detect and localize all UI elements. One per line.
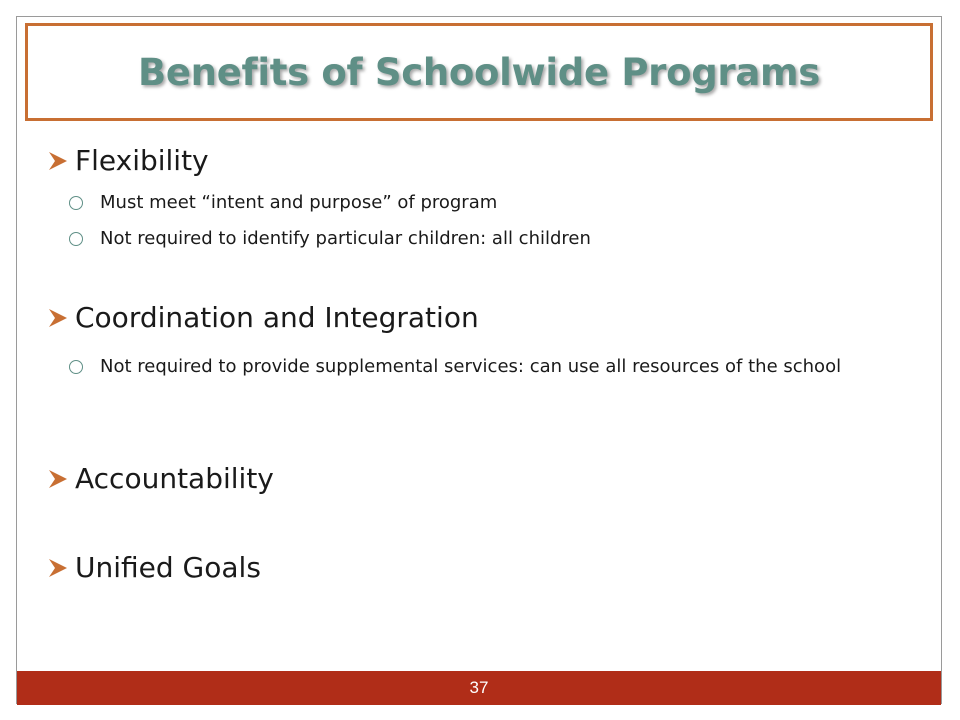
bullet-accountability bbox=[47, 462, 274, 495]
bullet-label: Unified Goals bbox=[75, 551, 261, 584]
bullet-coordination-integration bbox=[47, 301, 479, 334]
bullet-label: Flexibility bbox=[75, 144, 209, 177]
bullet-label: Accountability bbox=[75, 462, 274, 495]
slide-title: Benefits of Schoolwide Programs bbox=[137, 50, 821, 94]
sub-bullet-text: Not required to provide supplemental services: can use all resources of the school bbox=[100, 356, 842, 377]
ring-bullet-icon bbox=[69, 196, 83, 210]
content-area bbox=[17, 17, 941, 703]
sub-bullet-text: Must meet “intent and purpose” of program bbox=[100, 192, 498, 213]
slide bbox=[16, 16, 942, 704]
arrow-bullet-icon bbox=[47, 151, 71, 171]
bullet-unified-goals bbox=[47, 551, 261, 584]
bullet-flexibility bbox=[47, 144, 209, 177]
arrow-bullet-icon bbox=[47, 308, 71, 328]
sub-bullet-text: Not required to identify particular children: all children bbox=[100, 228, 591, 249]
sub-bullet bbox=[69, 224, 899, 253]
page-number: 37 bbox=[469, 678, 489, 697]
sub-bullet bbox=[69, 352, 899, 381]
arrow-bullet-icon bbox=[47, 469, 71, 489]
footer-bar bbox=[17, 671, 941, 705]
sub-bullet bbox=[69, 188, 899, 217]
ring-bullet-icon bbox=[69, 232, 83, 246]
bullet-label: Coordination and Integration bbox=[75, 301, 479, 334]
ring-bullet-icon bbox=[69, 360, 83, 374]
arrow-bullet-icon bbox=[47, 558, 71, 578]
